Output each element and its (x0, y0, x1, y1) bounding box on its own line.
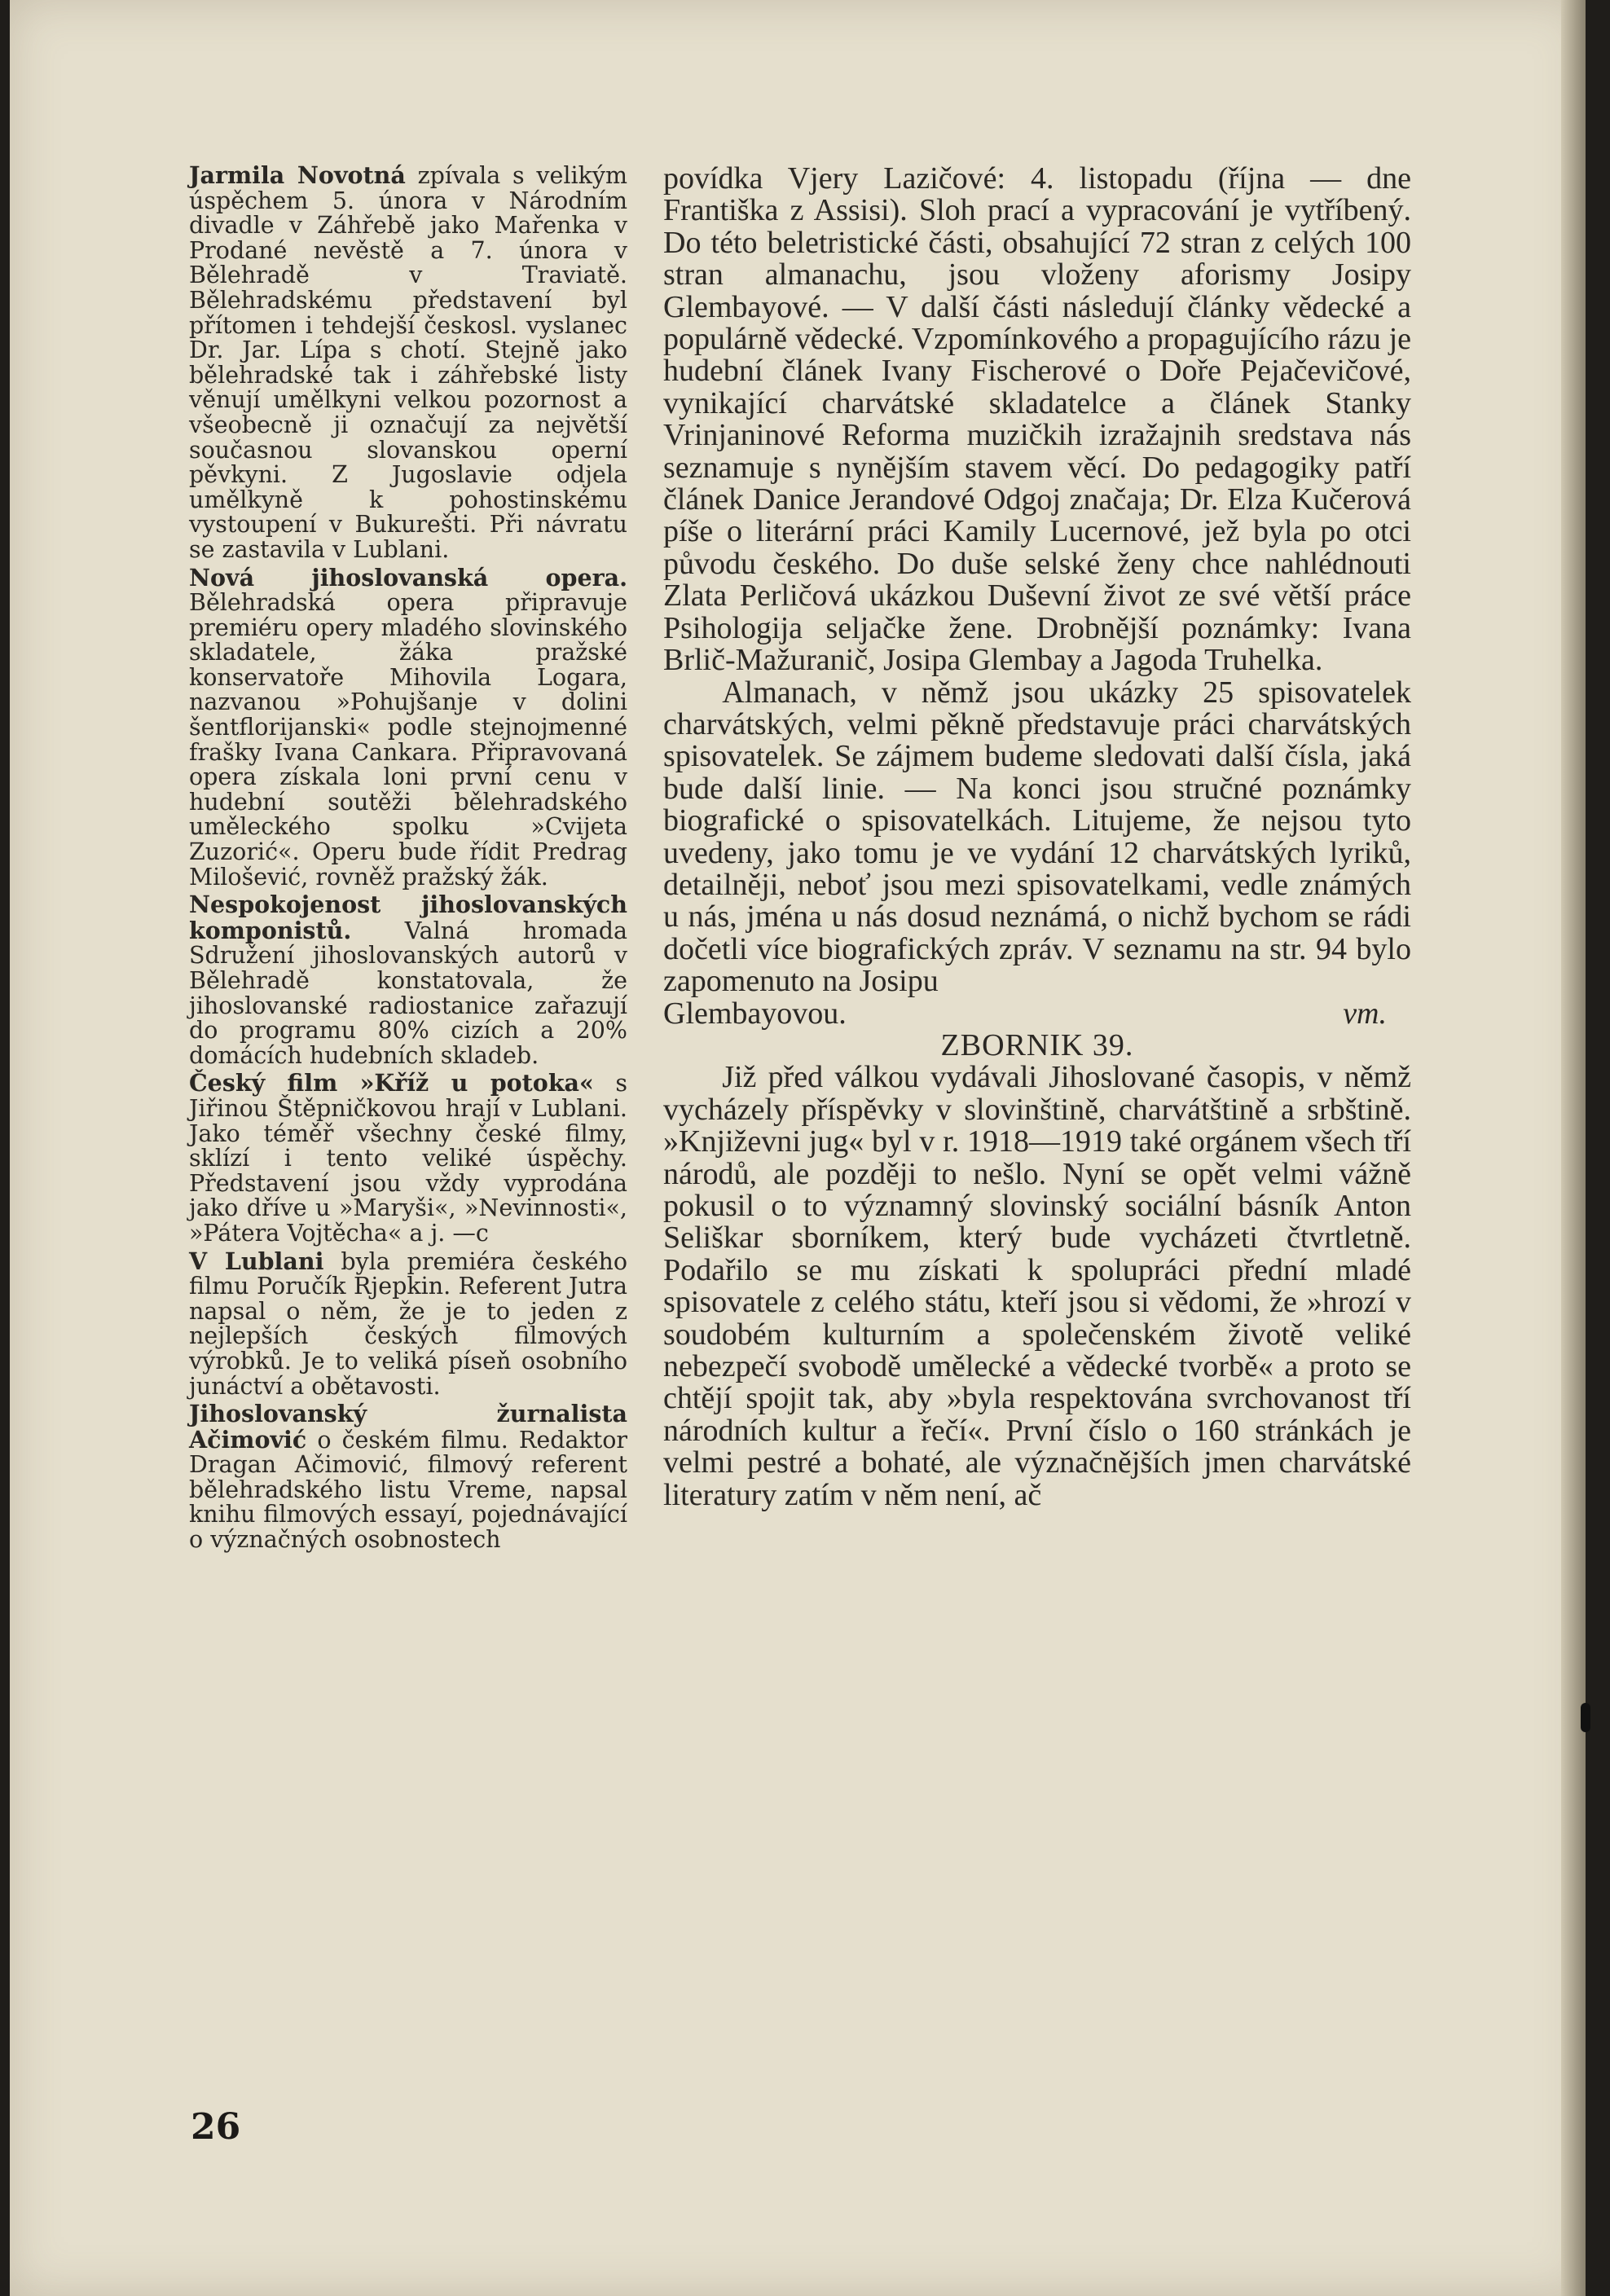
news-item-text: Valná hromada Sdružení jihoslovanských autorů v Bělehradě konstatovala, že jihoslovanské radiostanice zařazují do programu 80% cizích a 20% domácích hudebních skladeb. (189, 917, 627, 1069)
review-closing-text: Glembayovou. (663, 996, 847, 1031)
news-item-lead: Nespokojenost jihoslovanských komponistů. (189, 891, 627, 944)
article-paragraph: Již před válkou vydávali Jihoslované časopis, v němž vycházely příspěvky v slovinštině, charvátštině a srbštině. »Književni jug« byl v r. 1918—1919 také orgánem všech tří národů, ale později to nešlo. Nyní se opět velmi vážně pokusil o to významný slovinský sociální básník Anton Seliškar sborníkem, který bude vycházeti čtvrtletně. Podařilo se mu získati k spolupráci přední mladé spisovatele z celého státu, kteří jsou si vědomi, že »hrozí v soudobém kulturním a společenském životě veliké nebezpečí svobodě umělecké a vědecké tvorbě« a proto se chtějí spojit tak, aby »byla respektována svrchovanost tří národních kultur a řečí«. První číslo o 160 stránkách je velmi pestré a bohaté, ale význačnějších jmen charvátské literatury zatím v něm není, ač (663, 1060, 1411, 1512)
news-item-lead: Nová jihoslovanská opera. (189, 563, 627, 592)
news-item-text: zpívala s velikým úspěchem 5. února v Národním divadle v Záhřebě jako Mařenka v Prodané nevěstě a 7. února v Bělehradě v Traviatě. Bělehradskému představení byl přítomen i tehdejší českosl. vyslanec Dr. Jar. Lípa s chotí. Stejně jako bělehradské tak i záhřebské listy věnují umělkyni velkou pozornost a všeobecně ji označují za největší současnou slovanskou operní pěvkyni. Z Jugoslavie odjela umělkyně k pohostinskému vystoupení v Bukurešti. Při návratu se zastavila v Lublani. (189, 162, 627, 563)
news-item-lead: V Lublani (189, 1247, 324, 1275)
news-item-lead: Český film »Kříž u potoka« (189, 1069, 594, 1097)
review-paragraph (663, 677, 1411, 998)
author-signature: vm. (1343, 996, 1387, 1031)
review-paragraph: povídka Vjery Lazičové: 4. listopadu (října — dne Františka z Assisi). Sloh prací a vypracování je vytříbený. Do této beletristické části, obsahující 72 stran z celých 100 stran almanachu, jsou vloženy aforismy Josipy Glembayové. — V další části následují články vědecké a populárně vědecké. Vzpomínkového a propagujícího rázu je hudební článek Ivany Fischerové o Doře Pejačevičové, vynikající charvátské skladatelce a článek Stanky Vrinjaninové Reforma muzičkih izražajnih sredstava nás seznamuje s nynějším stavem věcí. Do pedagogiky patří článek Danice Jerandové Odgoj značaja; Dr. Elza Kučerová píše o literární práci Kamily Lucernové, jež byla po otci původu českého. Do duše selské ženy chce nahlédnouti Zlata Perličová ukázkou Duševní život ze své větší práce Psihologija seljačke žene. Drobnější poznámky: Ivana Brlič-Mažuranič, Josipa Glembay a Jagoda Truhelka. (663, 161, 1411, 678)
news-item (189, 565, 627, 891)
right-column (663, 163, 1411, 1511)
book-page (10, 0, 1586, 2296)
news-item-lead: Jarmila Novotná (189, 161, 406, 189)
page-gutter (1561, 0, 1586, 2296)
news-item (189, 892, 627, 1068)
left-column (189, 163, 627, 1555)
news-item (189, 1249, 627, 1400)
review-paragraph-text: Almanach, v němž jsou ukázky 25 spisovatelek charvátských, velmi pěkně představuje práci charvátských spisovatelek. Se zájmem budeme sledovati další čísla, jaká bude další linie. — Na konci jsou stručné poznámky biografické o spisovatelkách. Litujeme, že nejsou tyto uvedeny, jako tomu je ve vydání 12 charvátských lyriků, detailněji, neboť jsou mezi spisovatelkami, vedle známých u nás, jména u nás dosud neznámá, o nichž bychom se rádi dočetli více biografických zpráv. V seznamu na str. 94 bylo zapomenuto na Josipu (663, 675, 1411, 999)
review-closing (663, 998, 1411, 1030)
page-number: 26 (191, 2106, 241, 2148)
section-heading: ZBORNIK 39. (940, 1027, 1134, 1062)
news-item (189, 163, 627, 563)
news-item-text: Bělehradská opera připravuje premiéru opery mladého slovinského skladatele, žáka pražské konservatoře Mihovila Logara, nazvanou »Pohujšanje v dolini šentflorijanski« podle stejnojmenné frašky Ivana Cankara. Připravovaná opera získala loni první cenu v hudební soutěži bělehradského uměleckého spolku »Cvijeta Zuzorić«. Operu bude řídit Predrag Milošević, rovněž pražský žák. (189, 589, 627, 891)
news-item-lead: Jihoslovanský žurnalista Ačimović (189, 1400, 627, 1454)
news-item (189, 1071, 627, 1246)
news-item-text: byla premiéra českého filmu Poručík Rjepkin. Referent Jutra napsal o něm, že je to jeden z nejlepších českých filmových výrobků. Je to veliká píseň osobního junáctví a obětavosti. (189, 1247, 628, 1400)
news-item-text: s Jiřinou Štěpničkovou hrají v Lublani. Jako téměř všechny české filmy, sklízí i tento veliké úspěchy. Představení jsou vždy vyprodána jako dříve u »Maryši«, »Nevinnosti«, »Pátera Vojtěcha« a j. —c (189, 1070, 627, 1247)
news-item-text: o českém filmu. Redaktor Dragan Ačimović, filmový referent bělehradského listu Vreme, napsal knihu filmových essayí, pojednávající o význačných osobnostech (189, 1426, 627, 1554)
news-item (189, 1401, 627, 1553)
binding-mark (1581, 1703, 1590, 1732)
